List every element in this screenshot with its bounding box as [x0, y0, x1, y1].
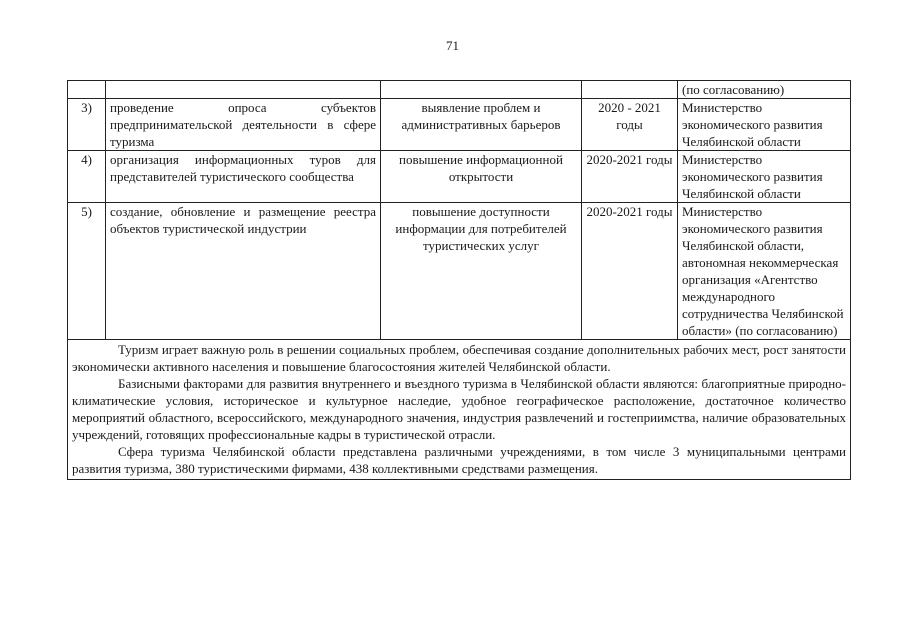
responsible-cell: Министерство экономического развития Челябинской области, автономная некоммерческая организация «Агентство международного сотрудничества Челябинской области» (по согласованию): [678, 203, 851, 340]
row-number: 4): [68, 151, 106, 203]
text-row: [68, 340, 851, 480]
responsible-cell: (по согласованию): [678, 81, 851, 99]
event-cell: организация информационных туров для представителей туристического сообщества: [106, 151, 381, 203]
event-cell: проведение опроса субъектов предпринимательской деятельности в сфере туризма: [106, 99, 381, 151]
num-cell: [68, 81, 106, 99]
result-cell: повышение информационной открытости: [381, 151, 582, 203]
result-cell: выявление проблем и административных барьеров: [381, 99, 582, 151]
table-row: [68, 99, 851, 151]
paragraph: Сфера туризма Челябинской области представлена различными учреждениями, в том числе 3 муниципальными центрами развития туризма, 380 туристическими фирмами, 438 коллективными средствами размещения.: [72, 444, 846, 476]
paragraph: Базисными факторами для развития внутреннего и въездного туризма в Челябинской области являются: благоприятные природно-климатические условия, историческое и культурное наследие, удобное географическое расположение, достаточное количество мероприятий областного, всероссийского, международного значения, индустрия развлечений и гостеприимства, наличие образовательных учреждений, готовящих профессиональные кадры в туристической отрасли.: [72, 376, 846, 442]
table-row: [68, 203, 851, 340]
table-row-continuation: [68, 81, 851, 99]
row-number: 5): [68, 203, 106, 340]
event-cell: создание, обновление и размещение реестра объектов туристической индустрии: [106, 203, 381, 340]
row-number: 3): [68, 99, 106, 151]
body-text-cell: [68, 340, 851, 480]
result-cell: повышение доступности информации для потребителей туристических услуг: [381, 203, 582, 340]
event-cell: [106, 81, 381, 99]
term-cell: 2020-2021 годы: [582, 203, 678, 340]
responsible-cell: Министерство экономического развития Челябинской области: [678, 99, 851, 151]
responsible-cell: Министерство экономического развития Челябинской области: [678, 151, 851, 203]
term-cell: 2020 - 2021 годы: [582, 99, 678, 151]
page-number: 71: [446, 38, 459, 53]
term-cell: 2020-2021 годы: [582, 151, 678, 203]
term-cell: [582, 81, 678, 99]
measures-table: [67, 80, 851, 480]
paragraph: Туризм играет важную роль в решении социальных проблем, обеспечивая создание дополнительных рабочих мест, рост занятости экономически активного населения и повышение благосостояния жителей Челябинской области.: [72, 342, 846, 374]
table-row: [68, 151, 851, 203]
result-cell: [381, 81, 582, 99]
